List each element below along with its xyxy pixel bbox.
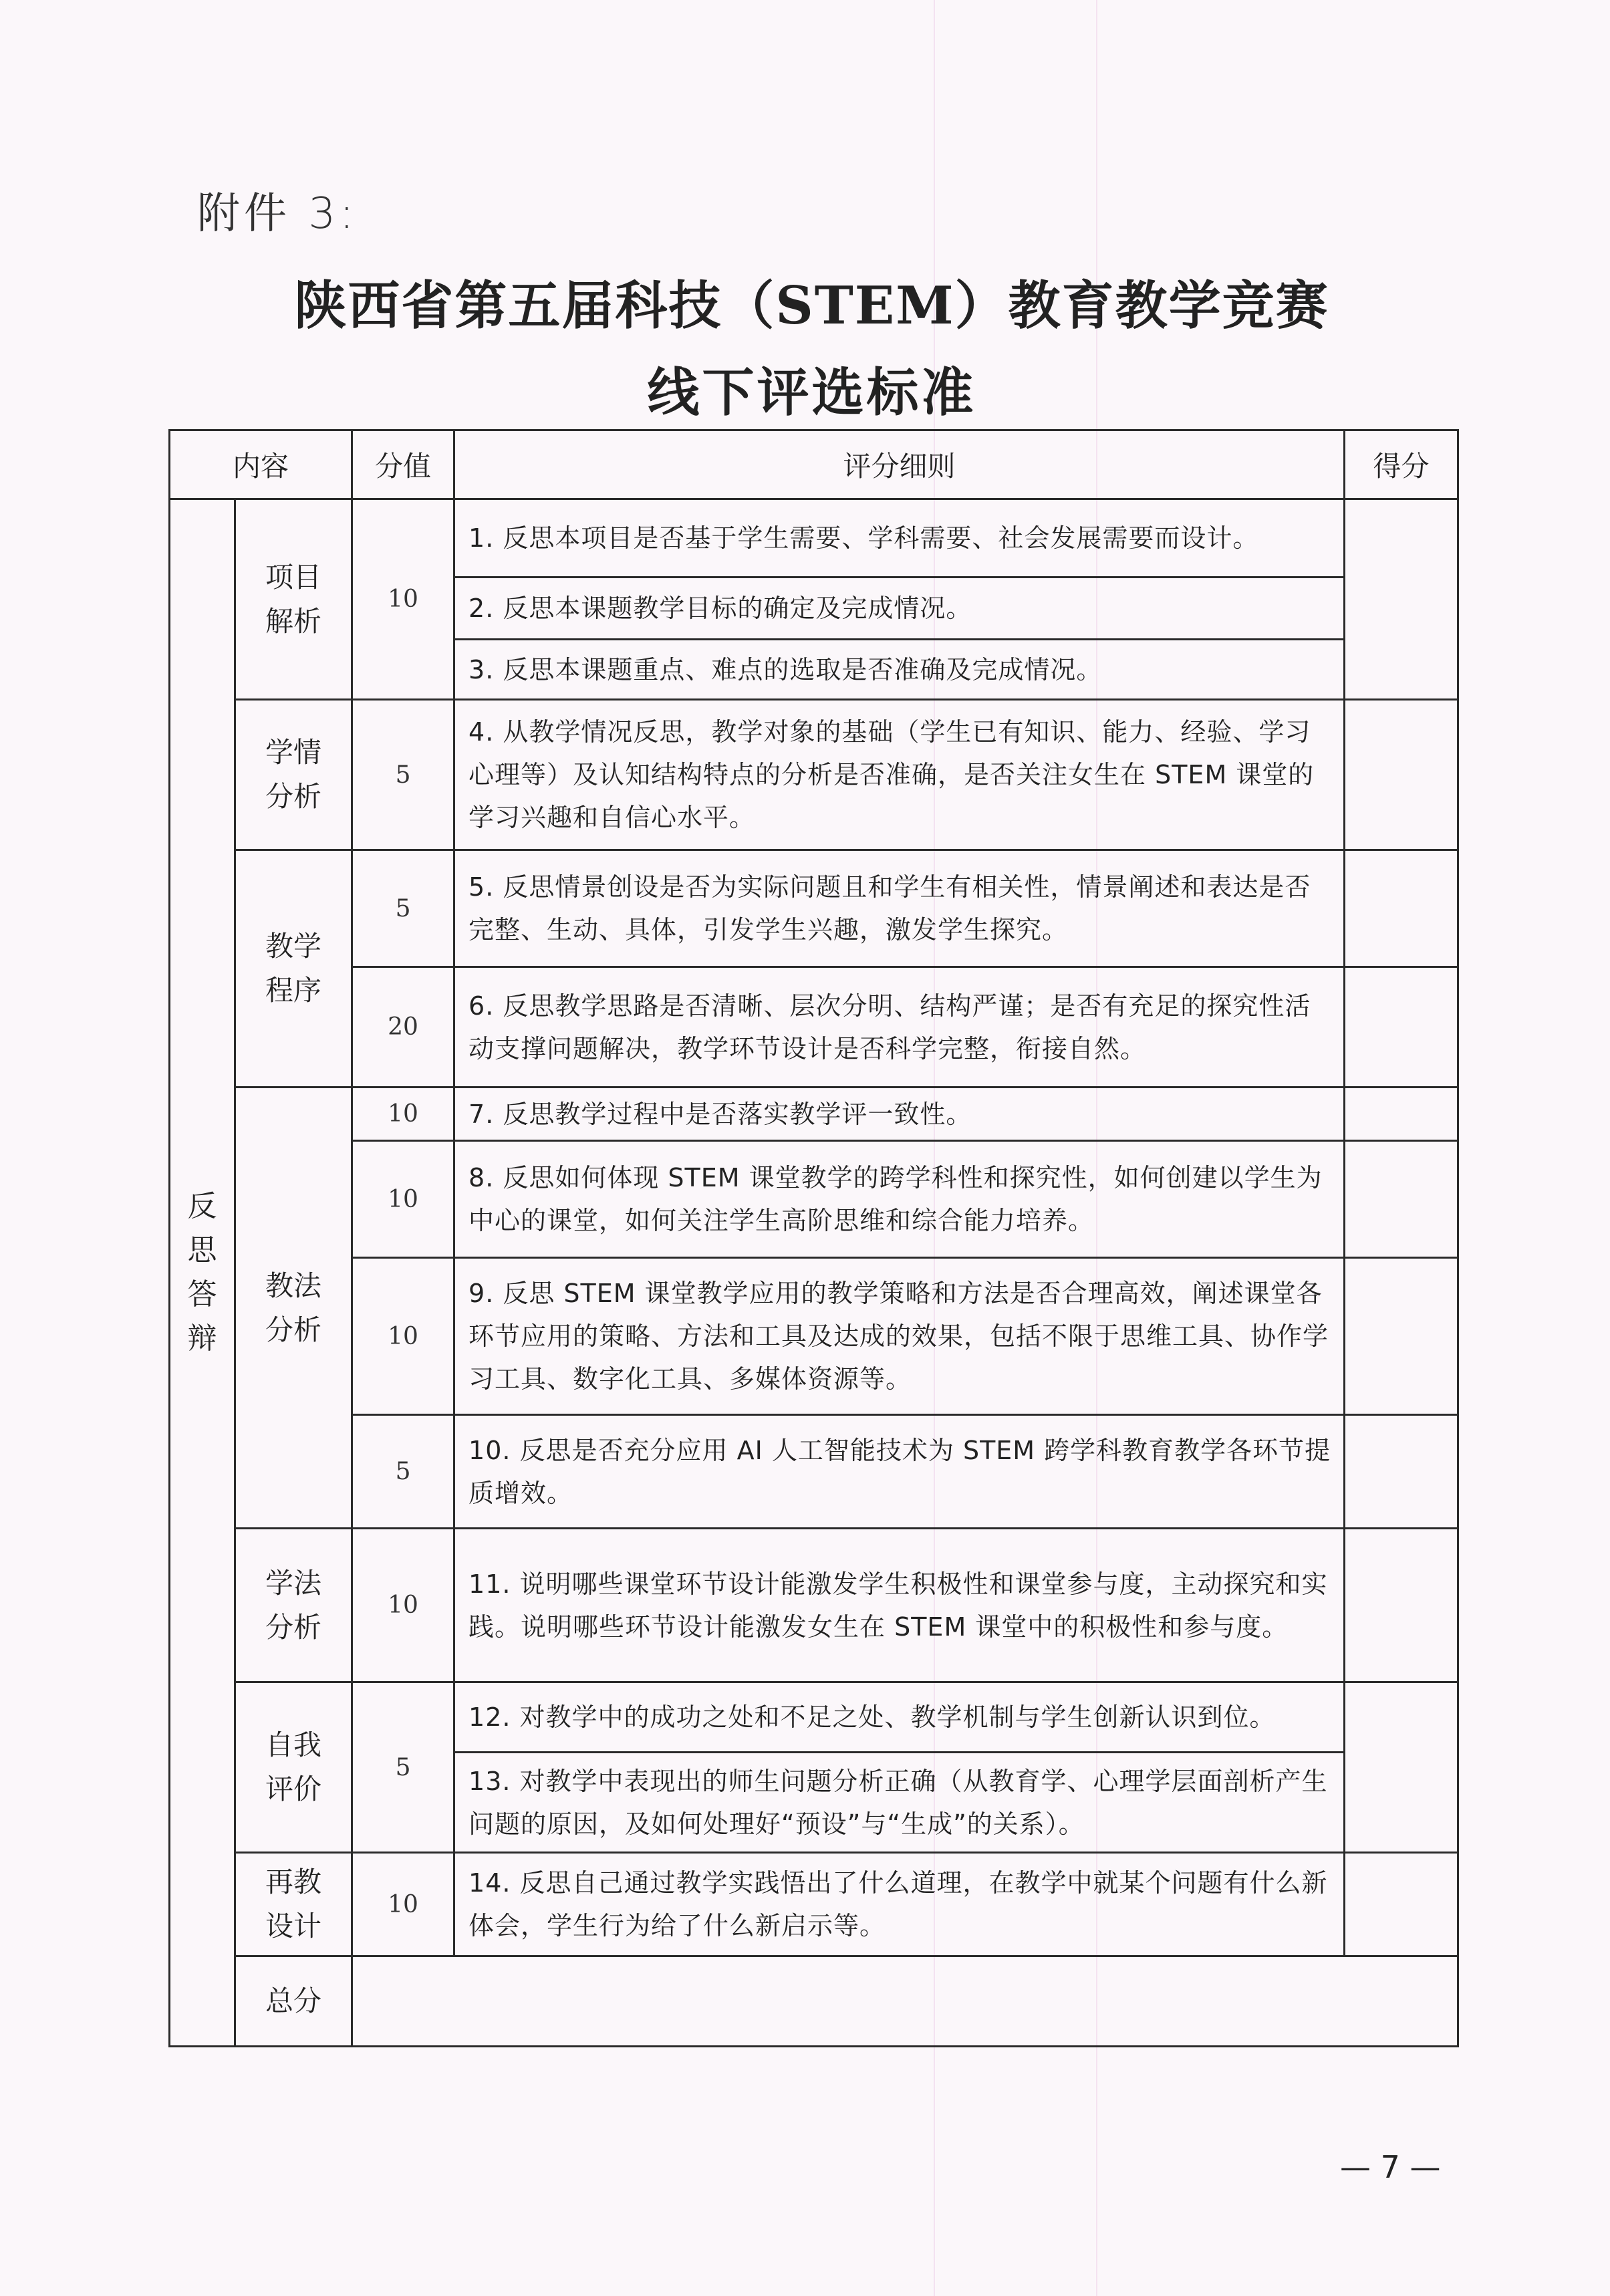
table-row — [170, 850, 1458, 967]
score-obtained-cell[interactable] — [1345, 700, 1458, 850]
score-obtained-cell[interactable] — [1345, 967, 1458, 1088]
score-value: 5 — [352, 700, 454, 850]
category-teaching-procedure: 教学 程序 — [235, 850, 352, 1088]
score-value: 10 — [352, 1258, 454, 1415]
table-row — [170, 1415, 1458, 1529]
column-header-content: 内容 — [170, 430, 352, 499]
table-row — [170, 1258, 1458, 1415]
table-row — [170, 700, 1458, 850]
table-row — [170, 1088, 1458, 1141]
criterion-4: 4. 从教学情况反思，教学对象的基础（学生已有知识、能力、经验、学习心理等）及认知结构特点的分析是否准确，是否关注女生在 STEM 课堂的学习兴趣和自信心水平。 — [454, 700, 1345, 850]
score-value: 10 — [352, 1141, 454, 1258]
table-row — [170, 967, 1458, 1088]
category-learner-analysis: 学情 分析 — [235, 700, 352, 850]
score-value: 10 — [352, 1088, 454, 1141]
score-obtained-cell[interactable] — [1345, 1682, 1458, 1853]
score-value: 5 — [352, 1682, 454, 1853]
criterion-9: 9. 反思 STEM 课堂教学应用的教学策略和方法是否合理高效，阐述课堂各环节应用的策略、方法和工具及达成的效果，包括不限于思维工具、协作学习工具、数字化工具、多媒体资源等。 — [454, 1258, 1345, 1415]
score-obtained-cell[interactable] — [1345, 1088, 1458, 1141]
score-obtained-cell[interactable] — [1345, 1258, 1458, 1415]
table-row — [170, 1141, 1458, 1258]
category-learning-method-analysis: 学法 分析 — [235, 1529, 352, 1682]
criterion-10: 10. 反思是否充分应用 AI 人工智能技术为 STEM 跨学科教育教学各环节提质增效。 — [454, 1415, 1345, 1529]
score-obtained-cell[interactable] — [1345, 1415, 1458, 1529]
page-number: — 7 — — [1340, 2149, 1441, 2185]
document-title: 陕西省第五届科技（STEM）教育教学竞赛 — [294, 275, 1329, 336]
score-obtained-cell[interactable] — [1345, 1529, 1458, 1682]
score-obtained-cell[interactable] — [1345, 850, 1458, 967]
score-obtained-cell[interactable] — [1345, 1141, 1458, 1258]
score-value: 20 — [352, 967, 454, 1088]
criterion-1: 1. 反思本项目是否基于学生需要、学科需要、社会发展需要而设计。 — [454, 499, 1345, 578]
category-teaching-method-analysis: 教法 分析 — [235, 1088, 352, 1529]
attachment-label: 附件 3: — [197, 189, 358, 239]
criterion-8: 8. 反思如何体现 STEM 课堂教学的跨学科性和探究性，如何创建以学生为中心的课堂，如何关注学生高阶思维和综合能力培养。 — [454, 1141, 1345, 1258]
score-value: 10 — [352, 1853, 454, 1956]
score-obtained-cell[interactable] — [1345, 499, 1458, 700]
table-row — [170, 1853, 1458, 1956]
table-row — [170, 1529, 1458, 1682]
score-value: 5 — [352, 850, 454, 967]
column-header-criteria: 评分细则 — [454, 430, 1345, 499]
table-row — [170, 499, 1458, 578]
scoring-rubric-table — [168, 429, 1459, 2047]
total-row — [170, 1956, 1458, 2047]
criterion-2: 2. 反思本课题教学目标的确定及完成情况。 — [454, 578, 1345, 640]
category-project-analysis: 项目 解析 — [235, 499, 352, 700]
criterion-3: 3. 反思本课题重点、难点的选取是否准确及完成情况。 — [454, 640, 1345, 700]
score-value: 10 — [352, 1529, 454, 1682]
criterion-14: 14. 反思自己通过教学实践悟出了什么道理，在教学中就某个问题有什么新体会，学生行为给了什么新启示等。 — [454, 1853, 1345, 1956]
category-self-evaluation: 自我 评价 — [235, 1682, 352, 1853]
criterion-13: 13. 对教学中表现出的师生问题分析正确（从教育学、心理学层面剖析产生问题的原因，及如何处理好“预设”与“生成”的关系）。 — [454, 1753, 1345, 1853]
category-redesign: 再教 设计 — [235, 1853, 352, 1956]
total-label: 总分 — [235, 1956, 352, 2047]
criterion-11: 11. 说明哪些课堂环节设计能激发学生积极性和课堂参与度，主动探究和实践。说明哪些环节设计能激发女生在 STEM 课堂中的积极性和参与度。 — [454, 1529, 1345, 1682]
total-score-cell[interactable] — [352, 1956, 1458, 2047]
column-header-score-obtained: 得分 — [1345, 430, 1458, 499]
criterion-7: 7. 反思教学过程中是否落实教学评一致性。 — [454, 1088, 1345, 1141]
document-subtitle: 线下评选标准 — [647, 362, 976, 423]
criterion-5: 5. 反思情景创设是否为实际问题且和学生有相关性，情景阐述和表达是否完整、生动、具体，引发学生兴趣，激发学生探究。 — [454, 850, 1345, 967]
score-obtained-cell[interactable] — [1345, 1853, 1458, 1956]
score-value: 5 — [352, 1415, 454, 1529]
column-header-score-value: 分值 — [352, 430, 454, 499]
criterion-6: 6. 反思教学思路是否清晰、层次分明、结构严谨；是否有充足的探究性活动支撑问题解决，教学环节设计是否科学完整，衔接自然。 — [454, 967, 1345, 1088]
outer-category-reflection-defense: 反 思 答 辩 — [170, 499, 235, 2047]
criterion-12: 12. 对教学中的成功之处和不足之处、教学机制与学生创新认识到位。 — [454, 1682, 1345, 1753]
table-header-row — [170, 430, 1458, 499]
table-row — [170, 1682, 1458, 1753]
score-value: 10 — [352, 499, 454, 700]
